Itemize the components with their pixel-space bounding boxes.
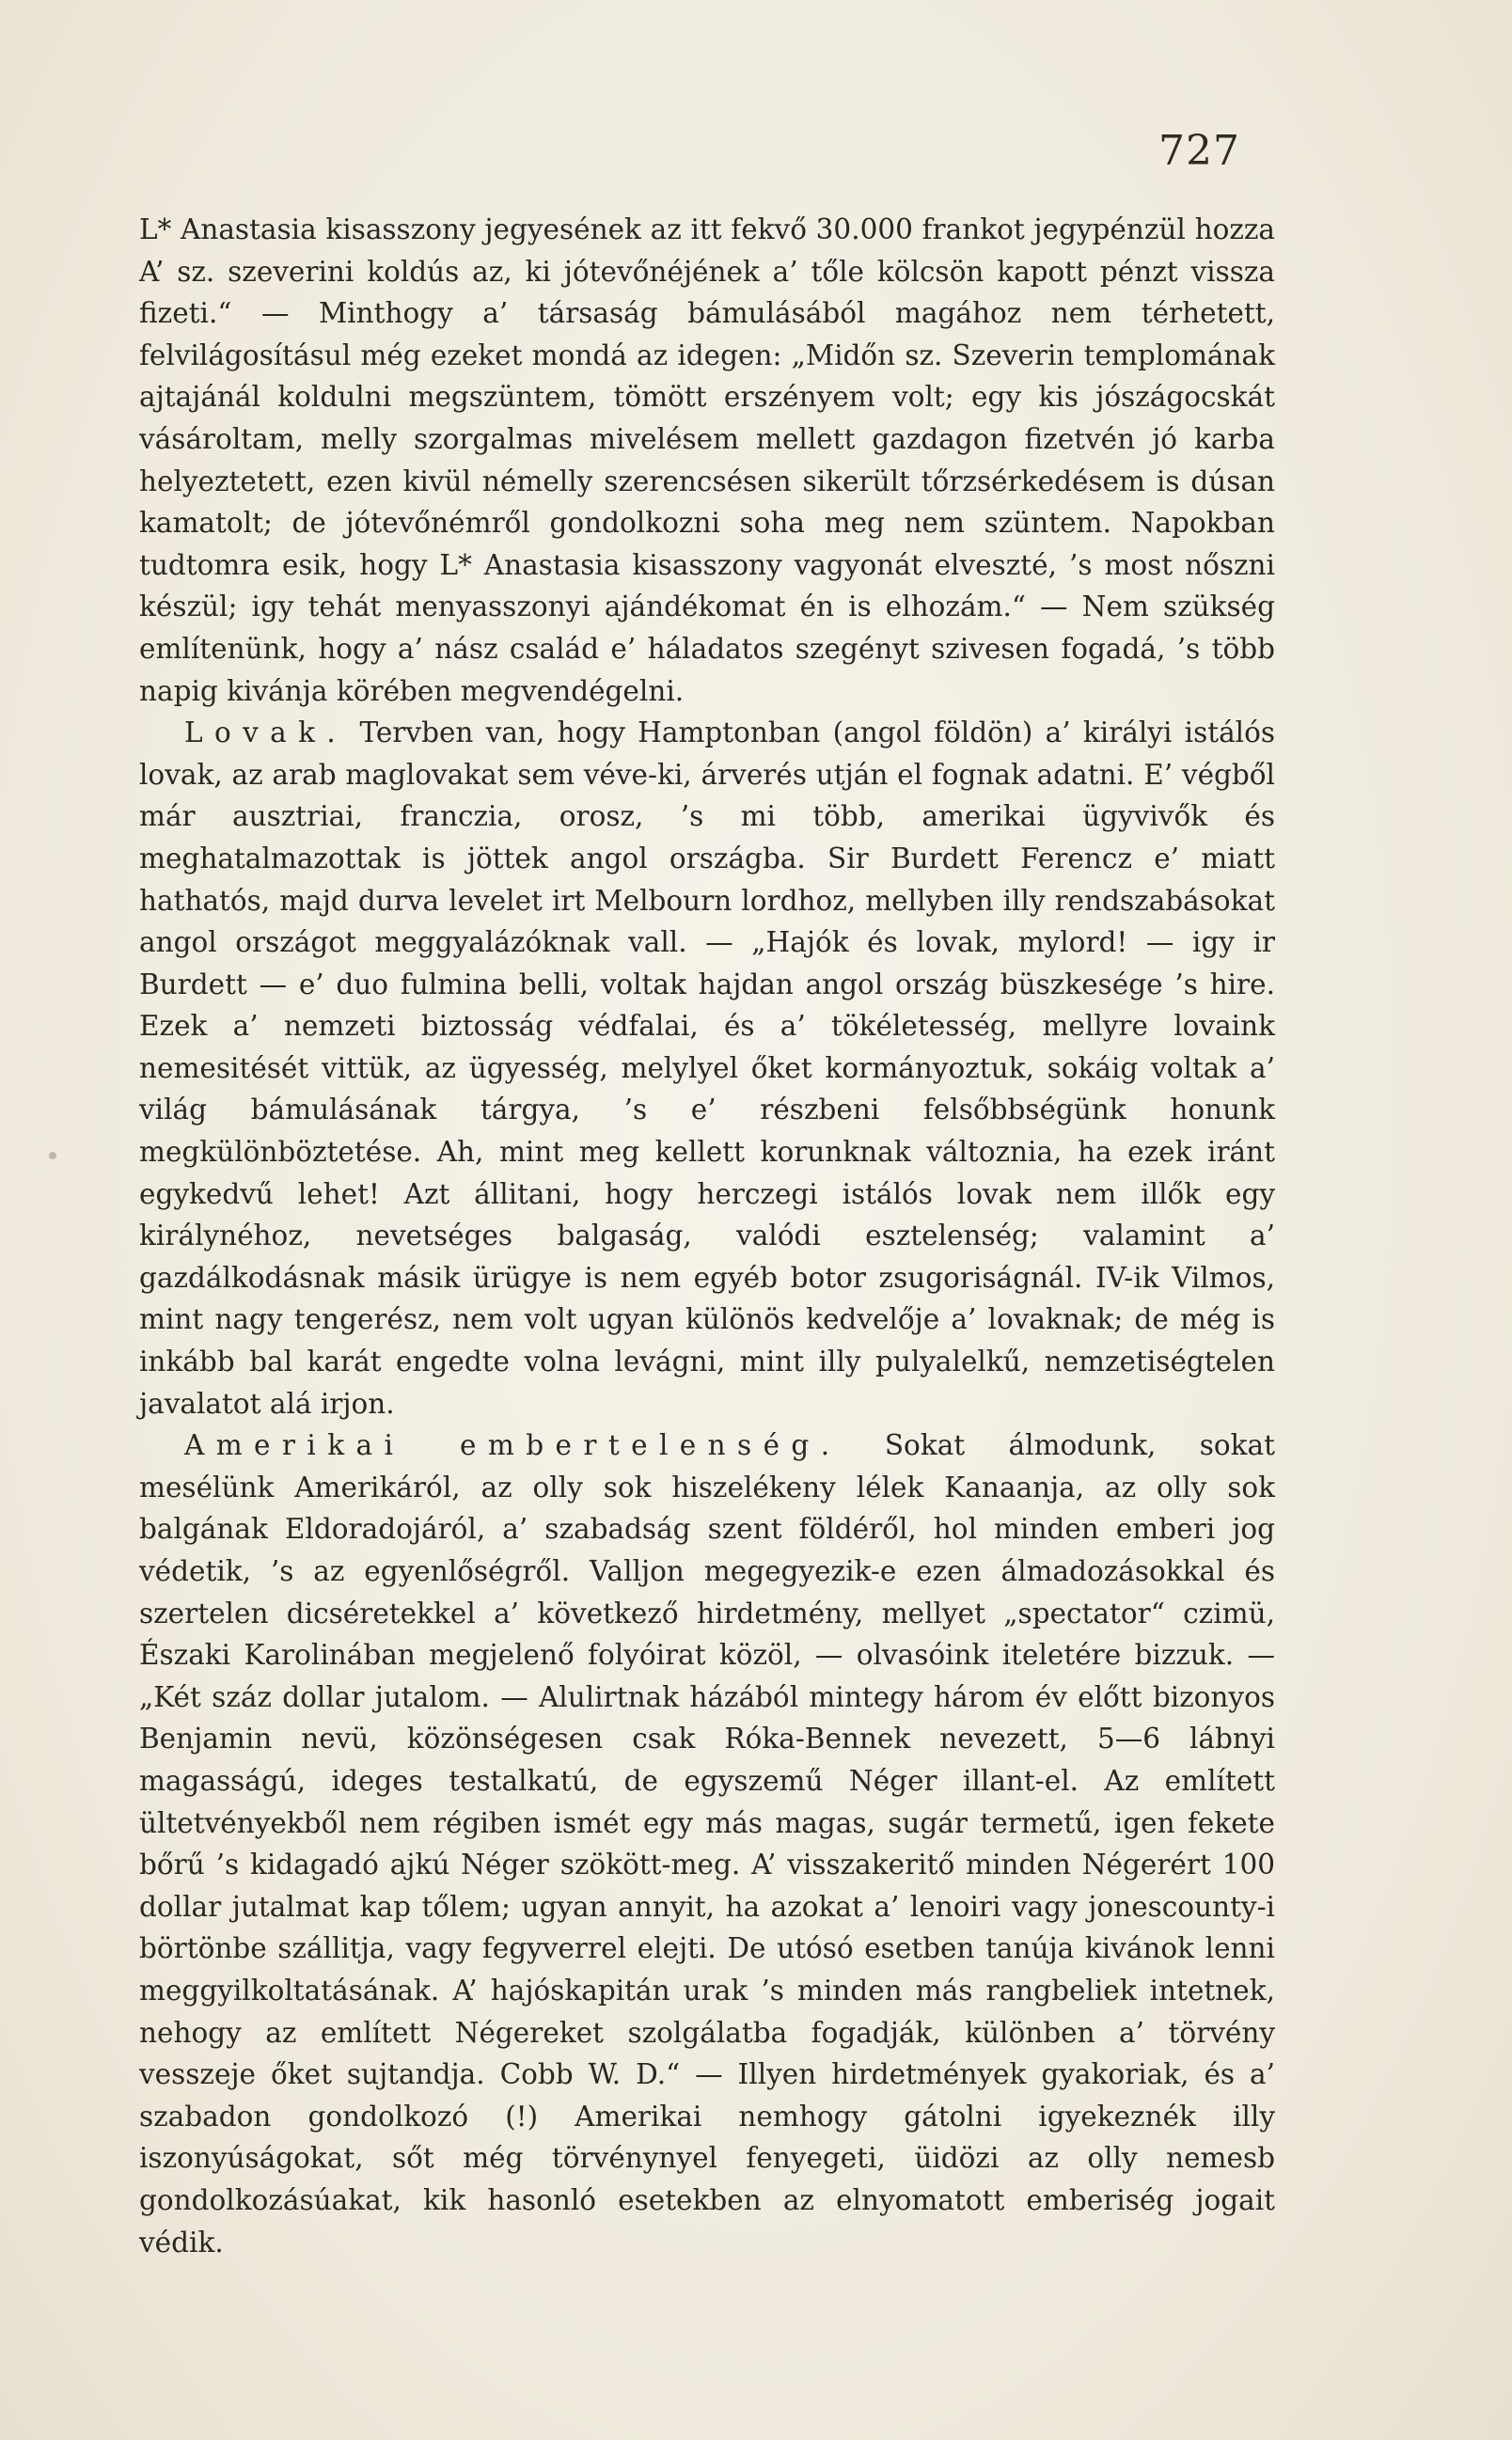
section-heading-amerikai: Amerikai embertelenség. [184,1429,842,1462]
paragraph-text: L* Anastasia kisasszony jegyesének az itt fekvő 30.000 frankot jegypénzül hozza A’ sz. szeverini koldús az, ki jótevőnéjének a’ tőle kölcsön kapott pénzt vissza fizeti.“ — Minthogy a’ társaság bámulásából magához nem térhetett, felvilágosításul még ezeket mondá az idegen: „Midőn sz. Szeverin templomának ajtajánál koldulni megszüntem, tömött erszényem volt; egy kis jószágocskát vásároltam, melly szorgalmas mivelésem mellett gazdagon fizetvén jó karba helyeztetett, ezen kivül némelly szerencsésen sikerült tőrzsérkedésem is dúsan kamatolt; de jótevőnémről gondolkozni soha meg nem szüntem. Napokban tudtomra esik, hogy L* Anastasia kisasszony vagyonát elveszté, ’s most nőszni készül; igy tehát menyasszonyi ajándékomat én is elhozám.“ — Nem szükség említenünk, hogy a’ nász család e’ háladatos szegényt szivesen fogadá, ’s több napig kivánja körében megvendégelni. [139,213,1275,707]
ink-smudge [49,1152,56,1159]
body-text [139,209,1275,2263]
paragraph-text: Tervben van, hogy Hamptonban (angol földön) a’ királyi istálós lovak, az arab maglovakat sem véve-ki, árverés utján el fognak adatni. E’ végből már ausztriai, franczia, orosz, ’s mi több, amerikai ügyvivők és meghatalmazottak is jöttek angol országba. Sir Burdett Ferencz e’ miatt hathatós, majd durva levelet irt Melbourn lordhoz, mellyben illy rendszabásokat angol országot meggyalázóknak vall. — „Hajók és lovak, mylord! — igy ir Burdett — e’ duo fulmina belli, voltak hajdan angol ország büszkesége ’s hire. Ezek a’ nemzeti biztosság védfalai, és a’ tökéletesség, mellyre lovaink nemesitését vittük, az ügyesség, melylyel őket kormányoztuk, sokáig voltak a’ világ bámulásának tárgya, ’s e’ részbeni felsőbbségünk honunk megkülönböztetése. Ah, mint meg kellett korunknak változnia, ha ezek iránt egykedvű lehet! Azt állitani, hogy herczegi istálós lovak nem illők egy királynéhoz, nevetséges balgaság, valódi esztelenség; valamint a’ gazdálkodásnak másik ürügye is nem egyéb botor zsugoriságnál. IV-ik Vilmos, mint nagy tengerész, nem volt ugyan különös kedvelője a’ lovaknak; de még is inkább bal karát engedte volna levágni, mint illy pulyalelkű, nemzetiségtelen javalatot alá irjon. [139,716,1275,1420]
paragraph-lovak [139,712,1275,1425]
section-heading-lovak: Lovak. [184,716,348,749]
paragraph-text: Sokat álmodunk, sokat mesélünk Amerikáról, az olly sok hiszelékeny lélek Kanaanja, az olly sok balgának Eldoradojáról, a’ szabadság szent földéről, hol minden emberi jog védetik, ’s az egyenlőségről. Valljon megegyezik-e ezen álmadozásokkal és szertelen dicséretekkel a’ következő hirdetmény, mellyet „spectator“ czimü, Északi Karolinában megjelenő folyóirat közöl, — olvasóink iteletére bizzuk. — „Két száz dollar jutalom. — Alulirtnak házából mintegy három év előtt bizonyos Benjamin nevü, közönségesen csak Róka-Bennek nevezett, 5—6 lábnyi magasságú, ideges testalkatú, de egyszemű Néger illant-el. Az említett ültetvényekből nem régiben ismét egy más magas, sugár termetű, igen fekete bőrű ’s kidagadó ajkú Néger szökött-meg. A’ visszakeritő minden Négerért 100 dollar jutalmat kap tőlem; ugyan annyit, ha azokat a’ lenoiri vagy jonescounty-i börtönbe szállitja, vagy fegyverrel elejti. De utósó esetben tanúja kivánok lenni meggyilkoltatásának. A’ hajóskapitán urak ’s minden más rangbeliek intetnek, nehogy az említett Négereket szolgálatba fogadják, különben a’ törvény vesszeje őket sujtandja. Cobb W. D.“ — Illyen hirdetmények gyakoriak, és a’ szabadon gondolkozó (!) Amerikai nemhogy gátolni igyekeznék illy iszonyúságokat, sőt még törvénynyel fenyegeti, üidözi az olly nemesb gondolkozásúakat, kik hasonló esetekben az elnyomatott emberiség jogait védik. [139,1429,1275,2259]
paragraph-anastasia [139,209,1275,712]
paragraph-amerikai [139,1425,1275,2263]
page-number: 727 [1158,127,1240,175]
